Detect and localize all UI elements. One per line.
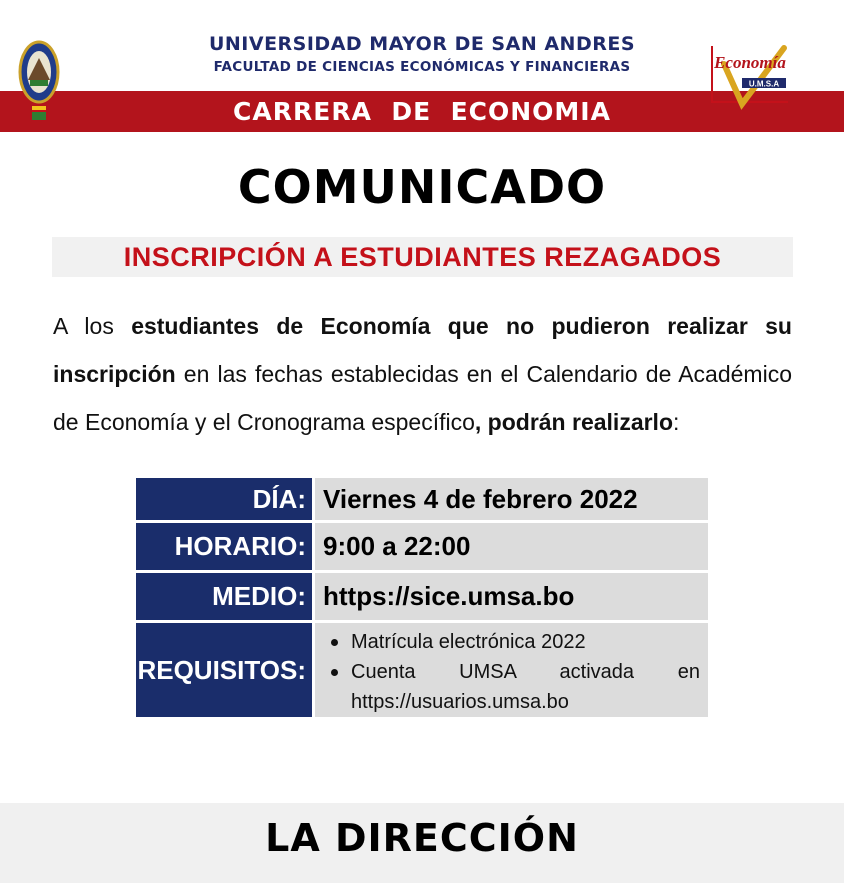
requirement-text: Matrícula electrónica 2022 [351, 631, 586, 653]
university-name: UNIVERSIDAD MAYOR DE SAN ANDRES [208, 33, 636, 55]
row-label: DÍA: [136, 478, 312, 520]
announcement-paragraph [53, 302, 792, 446]
requirement-text: Cuenta UMSA activada en [351, 661, 700, 683]
table-row-medio [136, 573, 708, 620]
requirement-link-text: https://usuarios.umsa.bo [351, 691, 569, 713]
logo-text: Economía [714, 53, 786, 72]
row-value: https://sice.umsa.bo [315, 573, 708, 620]
paragraph-bold-text: , podrán realizarlo [474, 409, 673, 435]
university-seal-icon [18, 28, 60, 128]
row-value: Viernes 4 de febrero 2022 [315, 478, 708, 520]
paragraph-text: en las fechas establecidas en el Calendario de Académico de Economía y el Cronograma específico [53, 361, 792, 435]
list-item-continuation [325, 687, 700, 717]
bullet-icon [331, 639, 338, 646]
signature-footer: LA DIRECCIÓN [265, 816, 579, 860]
page-title: COMUNICADO [237, 160, 607, 214]
requirements-list [315, 623, 708, 717]
table-row-requisitos [136, 623, 708, 717]
subtitle: INSCRIPCIÓN A ESTUDIANTES REZAGADOS [123, 242, 722, 272]
paragraph-text: A los [53, 313, 132, 339]
faculty-name: FACULTAD DE CIENCIAS ECONÓMICAS Y FINANCIERAS [213, 59, 631, 75]
row-value: 9:00 a 22:00 [315, 523, 708, 570]
bullet-icon [331, 669, 338, 676]
row-label: REQUISITOS: [136, 623, 312, 717]
list-item [325, 657, 700, 687]
paragraph-bold-text: estudiantes de Economía que no pudieron realizar su inscripción [53, 313, 792, 387]
list-item [325, 627, 700, 657]
row-label: MEDIO: [136, 573, 312, 620]
career-title: CARRERA DE ECONOMIA [233, 97, 611, 126]
table-row-dia [136, 478, 708, 520]
row-label: HORARIO: [136, 523, 312, 570]
economia-umsa-logo [706, 42, 792, 110]
table-row-horario [136, 523, 708, 570]
paragraph-text: : [673, 409, 680, 435]
logo-subtext: U.M.S.A [748, 79, 780, 89]
